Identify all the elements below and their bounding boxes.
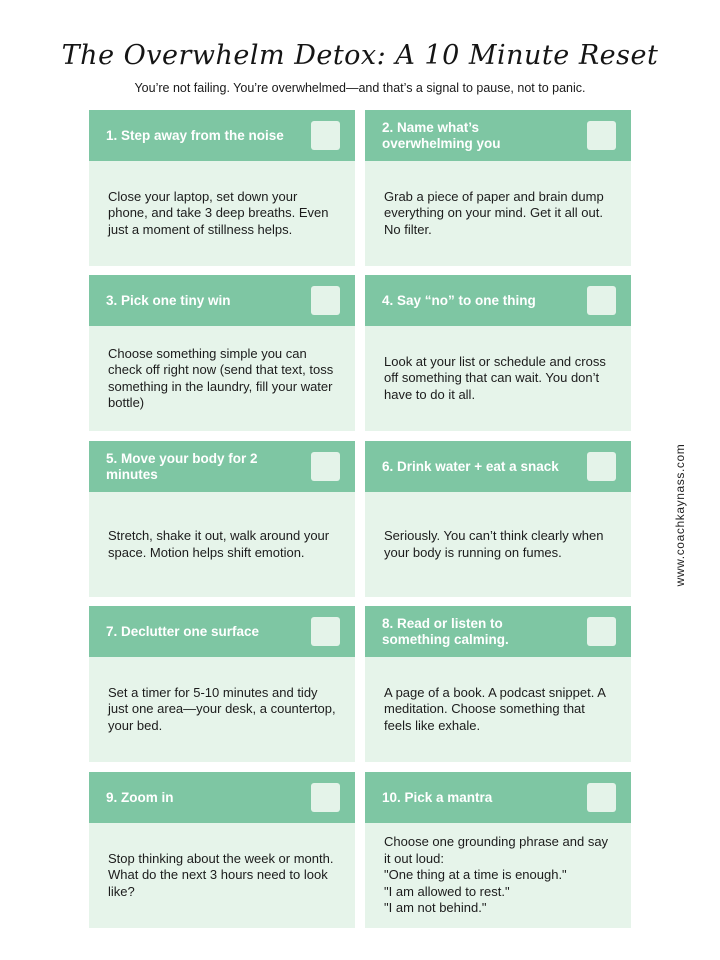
step-header [365,110,631,161]
step-body [89,657,355,762]
step-body [89,492,355,597]
step-body [365,326,631,431]
step-body [365,492,631,597]
step-title: 7. Declutter one surface [106,623,260,639]
step-card-3 [89,275,355,431]
page-title: The Overwhelm Detox: A 10 Minute Reset [61,40,659,71]
step-title: 4. Say “no” to one thing [382,292,536,308]
page-subtitle: You’re not failing. You’re overwhelmed—and that’s a signal to pause, not to panic. [134,81,586,95]
step-checkbox[interactable] [587,121,616,150]
step-body [365,823,631,928]
website-url [670,440,690,590]
step-header [89,275,355,326]
step-header [89,110,355,161]
step-card-5 [89,441,355,597]
step-header [365,441,631,492]
step-title: 9. Zoom in [106,789,174,805]
step-title: 3. Pick one tiny win [106,292,231,308]
step-header [365,772,631,823]
step-header [89,772,355,823]
step-body [365,657,631,762]
step-text: Close your laptop, set down your phone, and take 3 deep breaths. Even just a moment of stillness helps. [108,188,329,237]
step-card-9 [89,772,355,928]
step-text: A page of a book. A podcast snippet. A meditation. Choose something that feels like exhale. [384,684,606,733]
website-text: www.coachkaynass.com [673,443,687,587]
step-header [365,606,631,657]
step-text: Look at your list or schedule and cross off something that can wait. You don’t have to do it all. [384,353,606,402]
step-checkbox[interactable] [311,452,340,481]
step-text: Stretch, shake it out, walk around your space. Motion helps shift emotion. [108,528,330,560]
step-card-4 [365,275,631,431]
step-card-6 [365,441,631,597]
step-card-8 [365,606,631,762]
step-checkbox[interactable] [311,783,340,812]
step-text: Grab a piece of paper and brain dump everything on your mind. Get it all out. No filter. [384,188,604,237]
step-text: Stop thinking about the week or month. What do the next 3 hours need to look like? [108,850,334,899]
step-body [89,326,355,431]
step-title: 10. Pick a mantra [382,789,493,805]
step-header [89,606,355,657]
step-card-10 [365,772,631,928]
step-body [89,161,355,266]
step-checkbox[interactable] [587,617,616,646]
step-card-2 [365,110,631,266]
step-title: 5. Move your body for 2 minutes [106,450,258,482]
step-body [365,161,631,266]
step-body [89,823,355,928]
step-title: 6. Drink water + eat a snack [382,458,559,474]
step-title: 8. Read or listen to something calming. [382,615,509,647]
step-checkbox[interactable] [311,121,340,150]
step-title: 1. Step away from the noise [106,127,284,143]
step-header [365,275,631,326]
step-text: Set a timer for 5-10 minutes and tidy just one area—your desk, a countertop, your bed. [108,684,336,733]
step-checkbox[interactable] [311,286,340,315]
step-card-7 [89,606,355,762]
step-text: Seriously. You can’t think clearly when your body is running on fumes. [384,528,604,560]
step-checkbox[interactable] [587,783,616,812]
step-text: Choose one grounding phrase and say it out loud: "One thing at a time is enough." "I am allowed to rest." "I am not behind." [384,834,609,916]
step-checkbox[interactable] [587,452,616,481]
step-header [89,441,355,492]
step-text: Choose something simple you can check off right now (send that text, toss something in the laundry, fill your water bottle) [108,345,334,410]
step-title: 2. Name what’s overwhelming you [382,119,501,151]
step-card-1 [89,110,355,266]
step-checkbox[interactable] [311,617,340,646]
step-checkbox[interactable] [587,286,616,315]
